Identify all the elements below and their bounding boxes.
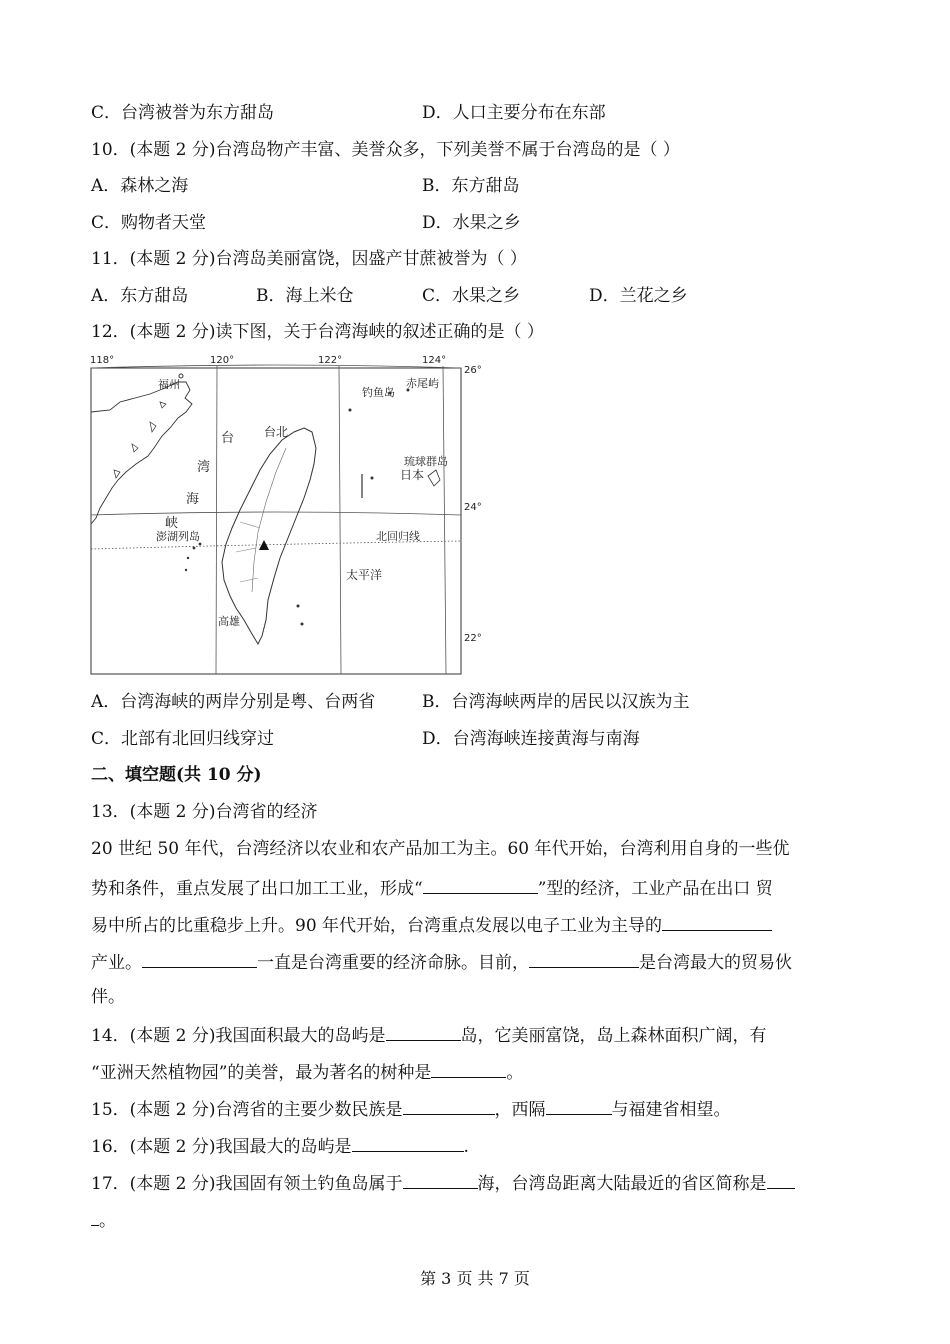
q15-line [91, 1096, 731, 1121]
blank-largest-island[interactable] [386, 1022, 461, 1041]
q9-option-d: D．人口主要分布在东部 [422, 103, 606, 123]
lon-120-label: 120° [210, 355, 235, 366]
q17-text-b: 海，台湾岛距离大陆最近的省区简称是 [477, 1174, 767, 1194]
blank-lifeline[interactable] [142, 949, 257, 968]
lon-118-label: 118° [90, 355, 115, 366]
q17-line-1 [91, 1170, 795, 1195]
label-strait-3: 海 [186, 492, 200, 507]
label-fuzhou: 福州 [158, 378, 180, 391]
q9-option-c: C．台湾被誉为东方甜岛 [91, 103, 275, 123]
page-footer: 第 3 页 共 7 页 [420, 1269, 530, 1288]
blank-industry[interactable] [662, 912, 772, 931]
q13-line-4 [91, 949, 792, 974]
label-taibei: 台北 [264, 425, 289, 439]
lon-122-label: 122° [318, 355, 343, 366]
q12-option-b: B．台湾海峡两岸的居民以汉族为主 [422, 692, 690, 712]
q13-text-2b: ”型的经济，工业产品在出口 贸 [537, 879, 773, 899]
q13-line-1: 20 世纪 50 年代，台湾经济以农业和农产品加工为主。60 年代开始，台湾利用自身的一些优 [91, 839, 790, 859]
q10-stem: 10．(本题 2 分)台湾岛物产丰富、美誉众多，下列美誉不属于台湾岛的是（ ） [91, 140, 680, 160]
blank-trade-partner[interactable] [529, 949, 639, 968]
label-strait-1: 台 [221, 431, 235, 446]
lat-22-label: 22° [464, 633, 482, 644]
q14-line-2 [91, 1059, 523, 1084]
q13-text-3a: 易中所占的比重稳步上升。90 年代开始，台湾重点发展以电子工业为主导的 [91, 916, 663, 936]
q16-text-a: 16．(本题 2 分)我国最大的岛屿是 [91, 1137, 352, 1157]
label-strait-4: 峡 [165, 516, 179, 531]
q10-option-b: B．东方甜岛 [422, 176, 520, 196]
taiwan-island [222, 428, 316, 644]
q13-line-2 [91, 875, 773, 900]
label-pacific: 太平洋 [346, 568, 383, 582]
label-strait-2: 湾 [197, 460, 211, 475]
taiwan-strait-map [90, 352, 482, 678]
q16-line [91, 1133, 469, 1158]
q13-text-4a: 产业。 [91, 953, 142, 973]
q11-option-c: C．水果之乡 [422, 286, 521, 306]
q11-option-b: B．海上米仓 [256, 286, 354, 306]
q14-text-1a: 14．(本题 2 分)我国面积最大的岛屿是 [91, 1026, 386, 1046]
lon-124-label: 124° [422, 355, 447, 366]
q11-option-a: A．东方甜岛 [91, 286, 189, 306]
q14-text-1b: 岛，它美丽富饶，岛上森林面积广阔，有 [460, 1026, 767, 1046]
q14-line-1 [91, 1022, 767, 1047]
blank-tree-species[interactable] [431, 1059, 506, 1078]
map-frame [91, 368, 461, 674]
label-ryukyu: 琉球群岛 [404, 455, 448, 468]
q15-text-a: 15．(本题 2 分)台湾省的主要少数民族是 [91, 1100, 403, 1120]
lat-26-label: 26° [464, 365, 482, 376]
q17-text-a: 17．(本题 2 分)我国固有领土钓鱼岛属于 [91, 1174, 403, 1194]
q14-text-2a: “亚洲天然植物园”的美誉，最为著名的树种是 [91, 1063, 432, 1083]
label-japan: 日本 [400, 468, 425, 482]
blank-province-part2[interactable] [91, 1207, 99, 1226]
yushan-peak-icon [259, 540, 269, 550]
lon-122-line [339, 366, 341, 674]
blank-export-type[interactable] [423, 875, 538, 894]
q11-stem: 11．(本题 2 分)台湾岛美丽富饶，因盛产甘蔗被誉为（ ） [91, 249, 527, 269]
q13-line-5: 伴。 [91, 987, 125, 1007]
lat-24-label: 24° [464, 502, 482, 513]
q12-option-a: A．台湾海峡的两岸分别是粤、台两省 [91, 692, 376, 712]
blank-strait[interactable] [546, 1096, 612, 1115]
q17-line-2 [91, 1207, 116, 1232]
section-2-title: 二、填空题(共 10 分) [91, 765, 262, 785]
q10-option-a: A．森林之海 [91, 176, 189, 196]
q13-text-2a: 势和条件，重点发展了出口加工工业，形成“ [91, 879, 423, 899]
q11-option-d: D．兰花之乡 [589, 286, 688, 306]
q12-option-d: D．台湾海峡连接黄海与南海 [422, 729, 640, 749]
q12-stem: 12．(本题 2 分)读下图，关于台湾海峡的叙述正确的是（ ） [91, 322, 544, 342]
q17-text-c: 。 [99, 1211, 116, 1231]
q13-line-3 [91, 912, 772, 937]
blank-sea[interactable] [403, 1170, 478, 1189]
q16-text-b: . [463, 1137, 469, 1157]
blank-biggest-island[interactable] [352, 1133, 464, 1152]
q15-text-b: ，西隔 [494, 1100, 546, 1120]
lon-120-line [216, 366, 217, 674]
q14-text-2b: 。 [506, 1063, 524, 1083]
q13-stem: 13．(本题 2 分)台湾省的经济 [91, 802, 318, 822]
blank-province-part1[interactable] [767, 1170, 795, 1189]
q15-text-c: 与福建省相望。 [611, 1100, 731, 1120]
q13-text-4b: 一直是台湾重要的经济命脉。目前， [257, 953, 529, 973]
blank-minority[interactable] [403, 1096, 495, 1115]
lat-24-line [91, 512, 461, 515]
label-penghu: 澎湖列岛 [156, 530, 200, 543]
lon-124-line [443, 366, 446, 674]
q12-option-c: C．北部有北回归线穿过 [91, 729, 275, 749]
label-tropic: 北回归线 [376, 530, 420, 543]
label-gaoxiong: 高雄 [218, 615, 240, 628]
label-chiwei: 赤尾屿 [406, 377, 439, 390]
q10-option-d: D．水果之乡 [422, 213, 521, 233]
q13-text-4c: 是台湾最大的贸易伙 [639, 953, 792, 973]
label-diaoyu: 钓鱼岛 [362, 386, 395, 399]
mainland-coast [91, 382, 192, 524]
q10-option-c: C．购物者天堂 [91, 213, 207, 233]
